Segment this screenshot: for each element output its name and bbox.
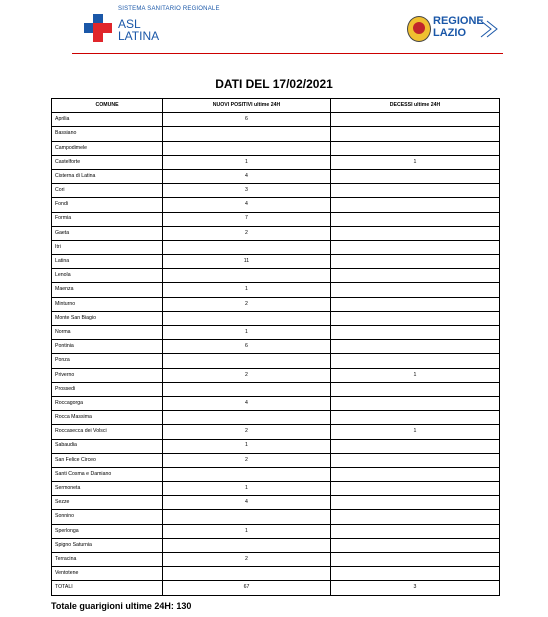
positivi-cell: [163, 141, 331, 155]
decessi-cell: [331, 141, 500, 155]
table-row: [52, 411, 500, 425]
comune-cell: Ventotene: [52, 567, 163, 581]
decessi-cell: [331, 340, 500, 354]
asl-name: [118, 18, 159, 42]
decessi-cell: [331, 198, 500, 212]
decessi-cell: [331, 496, 500, 510]
asl-line2: LATINA: [118, 29, 160, 43]
table-row: [52, 297, 500, 311]
table-row: [52, 141, 500, 155]
decessi-cell: 3: [331, 581, 500, 595]
regione-line2: LAZIO: [433, 27, 466, 39]
positivi-cell: 1: [163, 439, 331, 453]
table-row: [52, 240, 500, 254]
positivi-cell: 7: [163, 212, 331, 226]
table-row: [52, 340, 500, 354]
table-row: [52, 567, 500, 581]
decessi-cell: [331, 212, 500, 226]
table-row: [52, 524, 500, 538]
comune-cell: Roccasecca dei Volsci: [52, 425, 163, 439]
decessi-cell: [331, 467, 500, 481]
comune-cell: Santi Cosma e Damiano: [52, 467, 163, 481]
positivi-cell: [163, 382, 331, 396]
decessi-cell: [331, 127, 500, 141]
decessi-cell: [331, 382, 500, 396]
positivi-cell: 6: [163, 113, 331, 127]
decessi-cell: [331, 297, 500, 311]
total-recoveries: Totale guarigioni ultime 24H: 130: [51, 601, 192, 611]
table-row: [52, 226, 500, 240]
positivi-cell: 4: [163, 496, 331, 510]
table-row: [52, 382, 500, 396]
comune-cell: Priverno: [52, 368, 163, 382]
positivi-cell: [163, 510, 331, 524]
decessi-cell: 1: [331, 155, 500, 169]
comune-cell: Monte San Biagio: [52, 311, 163, 325]
header-divider: [72, 53, 503, 54]
decessi-cell: [331, 411, 500, 425]
table-row: [52, 482, 500, 496]
decessi-cell: [331, 510, 500, 524]
comune-cell: Spigno Saturnia: [52, 538, 163, 552]
positivi-cell: 11: [163, 255, 331, 269]
positivi-cell: 2: [163, 297, 331, 311]
decessi-cell: [331, 396, 500, 410]
positivi-cell: 2: [163, 425, 331, 439]
table-row: [52, 269, 500, 283]
decessi-cell: [331, 524, 500, 538]
decessi-cell: [331, 240, 500, 254]
comune-cell: Cori: [52, 184, 163, 198]
table-row: [52, 496, 500, 510]
decessi-cell: [331, 567, 500, 581]
decessi-cell: 1: [331, 425, 500, 439]
table-row: [52, 255, 500, 269]
regione-lazio-logo: [407, 14, 501, 44]
comune-cell: Rocca Massima: [52, 411, 163, 425]
decessi-cell: [331, 255, 500, 269]
comune-cell: San Felice Circeo: [52, 453, 163, 467]
comune-cell: Castelforte: [52, 155, 163, 169]
column-header-decessi: DECESSI ultime 24H: [331, 99, 500, 113]
comune-cell: Maenza: [52, 283, 163, 297]
decessi-cell: [331, 269, 500, 283]
positivi-cell: 1: [163, 283, 331, 297]
decessi-cell: [331, 169, 500, 183]
asl-subtitle: SISTEMA SANITARIO REGIONALE: [118, 6, 220, 12]
table-row: [52, 467, 500, 481]
positivi-cell: [163, 411, 331, 425]
positivi-cell: [163, 311, 331, 325]
positivi-cell: [163, 538, 331, 552]
table-row: [52, 510, 500, 524]
table-row: [52, 198, 500, 212]
comune-cell: Fondi: [52, 198, 163, 212]
table-row: [52, 439, 500, 453]
regione-line1: REGIONE: [433, 15, 484, 27]
positivi-cell: 2: [163, 453, 331, 467]
regione-emblem-icon: [407, 16, 431, 42]
positivi-cell: 1: [163, 155, 331, 169]
positivi-cell: [163, 567, 331, 581]
comune-cell: Minturno: [52, 297, 163, 311]
positivi-cell: 2: [163, 553, 331, 567]
positivi-cell: [163, 127, 331, 141]
asl-cross-icon: [84, 14, 112, 42]
decessi-cell: [331, 538, 500, 552]
comune-cell: TOTALI: [52, 581, 163, 595]
decessi-cell: [331, 184, 500, 198]
positivi-cell: [163, 240, 331, 254]
regione-lines-icon: [479, 18, 501, 40]
comune-cell: Formia: [52, 212, 163, 226]
comune-cell: Bassiano: [52, 127, 163, 141]
positivi-cell: 67: [163, 581, 331, 595]
positivi-cell: 4: [163, 198, 331, 212]
table-row: [52, 368, 500, 382]
comune-cell: Ponza: [52, 354, 163, 368]
positivi-cell: 4: [163, 169, 331, 183]
column-header-positivi: NUOVI POSITIVI ultime 24H: [163, 99, 331, 113]
decessi-cell: 1: [331, 368, 500, 382]
positivi-cell: 1: [163, 326, 331, 340]
decessi-cell: [331, 226, 500, 240]
table-row: [52, 169, 500, 183]
decessi-cell: [331, 283, 500, 297]
positivi-cell: 1: [163, 524, 331, 538]
decessi-cell: [331, 453, 500, 467]
decessi-cell: [331, 439, 500, 453]
comune-cell: Roccagorga: [52, 396, 163, 410]
decessi-cell: [331, 311, 500, 325]
comune-cell: Itri: [52, 240, 163, 254]
positivi-cell: [163, 354, 331, 368]
positivi-cell: [163, 269, 331, 283]
table-row: [52, 553, 500, 567]
positivi-cell: 4: [163, 396, 331, 410]
totals-row: [52, 581, 500, 595]
table-row: [52, 155, 500, 169]
table-row: [52, 538, 500, 552]
comune-cell: Cisterna di Latina: [52, 169, 163, 183]
table-row: [52, 326, 500, 340]
column-header-comune: COMUNE: [52, 99, 163, 113]
comune-cell: Prossedi: [52, 382, 163, 396]
decessi-cell: [331, 354, 500, 368]
positivi-cell: 2: [163, 368, 331, 382]
table-row: [52, 425, 500, 439]
comune-cell: Sperlonga: [52, 524, 163, 538]
table-row: [52, 212, 500, 226]
comune-cell: Latina: [52, 255, 163, 269]
positivi-cell: 6: [163, 340, 331, 354]
data-table: [51, 98, 500, 596]
decessi-cell: [331, 326, 500, 340]
document-header: [0, 0, 548, 56]
comune-cell: Sezze: [52, 496, 163, 510]
table-row: [52, 113, 500, 127]
comune-cell: Terracina: [52, 553, 163, 567]
comune-cell: Aprilia: [52, 113, 163, 127]
decessi-cell: [331, 113, 500, 127]
comune-cell: Lenola: [52, 269, 163, 283]
decessi-cell: [331, 482, 500, 496]
positivi-cell: 3: [163, 184, 331, 198]
comune-cell: Campodimele: [52, 141, 163, 155]
comune-cell: Sabaudia: [52, 439, 163, 453]
table-row: [52, 396, 500, 410]
comune-cell: Pontinia: [52, 340, 163, 354]
decessi-cell: [331, 553, 500, 567]
table-row: [52, 311, 500, 325]
asl-line1: ASL: [118, 17, 141, 31]
table-row: [52, 453, 500, 467]
comune-cell: Sonnino: [52, 510, 163, 524]
positivi-cell: 2: [163, 226, 331, 240]
table-row: [52, 354, 500, 368]
table-row: [52, 184, 500, 198]
comune-cell: Norma: [52, 326, 163, 340]
comune-cell: Gaeta: [52, 226, 163, 240]
positivi-cell: [163, 467, 331, 481]
table-header-row: [52, 99, 500, 113]
page-title: DATI DEL 17/02/2021: [215, 77, 333, 91]
positivi-cell: 1: [163, 482, 331, 496]
table-row: [52, 283, 500, 297]
comune-cell: Sermoneta: [52, 482, 163, 496]
regione-name: [433, 15, 484, 39]
table-row: [52, 127, 500, 141]
